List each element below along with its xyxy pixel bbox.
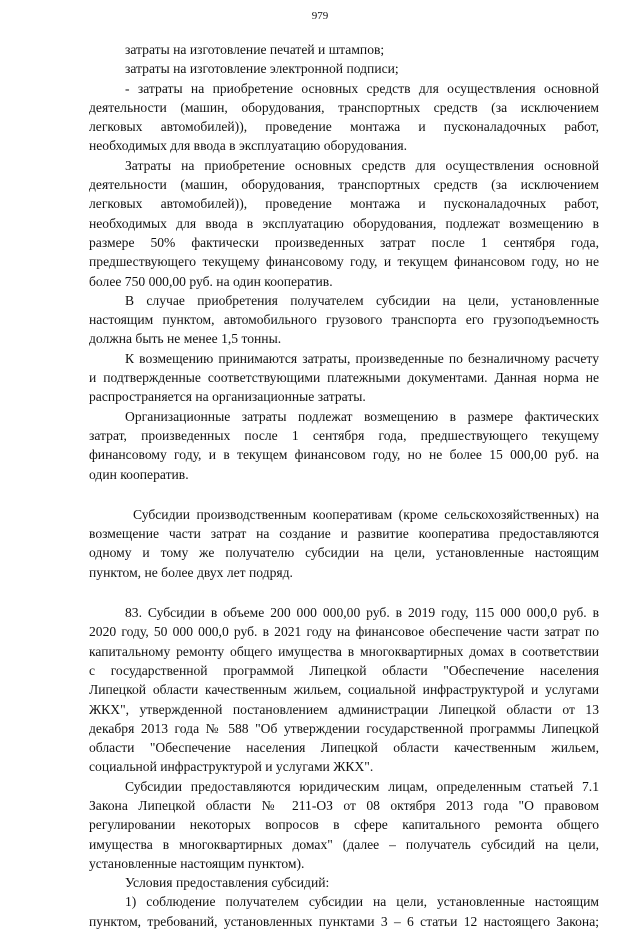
text-line: Субсидии производственным кооперативам (кроме сельскохозяйственных) на	[133, 506, 599, 522]
paragraph-p8	[89, 777, 599, 873]
text-line: области "Обеспечение населения Липецкой области качественным жильем,	[89, 740, 599, 756]
text-line: должна быть не менее 1,5 тонны.	[89, 331, 282, 347]
page-number: 979	[311, 10, 329, 22]
text-line: финансовому году, и в текущем финансовом году, но не более 15 000,00 руб. на	[89, 447, 599, 463]
document-body	[89, 40, 599, 931]
text-line: имущества в многоквартирных домах" (далее – получатель субсидий на цели,	[89, 836, 599, 852]
paragraph-gap	[89, 484, 599, 505]
text-line: пунктом, требований, установленных пунктами 3 – 6 статьи 12 настоящего Закона;	[89, 913, 599, 929]
text-line: 83. Субсидии в объеме 200 000 000,00 руб. в 2019 году, 115 000 000,0 руб. в	[125, 605, 599, 621]
text-line: необходимых для ввода в эксплуатацию оборудования, подлежат возмещению в	[89, 215, 599, 231]
text-line: Закона Липецкой области № 211-ОЗ от 08 октября 2013 года "О правовом	[89, 797, 599, 813]
paragraph-p7	[89, 603, 599, 777]
text-line: предшествующего текущему финансовому году, и текущем финансовом году, но не	[89, 254, 599, 270]
paragraph-p4	[89, 349, 599, 407]
paragraph-p6	[89, 505, 599, 582]
text-line: и подтвержденные соответствующими платежными документами. Данная норма не	[89, 370, 599, 386]
text-line: один кооператив.	[89, 466, 189, 482]
paragraph-p3	[89, 291, 599, 349]
text-line: легковых автомобилей)), проведение монтажа и пусконаладочных работ,	[89, 196, 599, 212]
paragraph-p1	[89, 40, 599, 156]
text-line: 1) соблюдение получателем субсидии на цели, установленные настоящим	[125, 894, 599, 910]
paragraph-p2	[89, 156, 599, 291]
paragraph-p9	[89, 873, 599, 892]
text-line: Субсидии предоставляются юридическим лицам, определенным статьей 7.1	[125, 778, 599, 794]
text-line: В случае приобретения получателем субсидии на цели, установленные	[125, 292, 599, 308]
text-line: капитальному ремонту общего имущества в многоквартирных домах в соответствии	[89, 643, 599, 659]
text-line: затрат, произведенных после 1 сентября года, предшествующего текущему	[89, 427, 599, 443]
text-line: социальной инфраструктурой и услугами ЖКХ".	[89, 759, 374, 775]
text-line: более 750 000,00 руб. на один кооператив.	[89, 273, 333, 289]
text-line: установленные настоящим пунктом).	[89, 855, 305, 871]
text-line: Организационные затраты подлежат возмещению в размере фактических	[125, 408, 599, 424]
text-line: декабря 2013 года № 588 "Об утверждении государственной программы Липецкой	[89, 720, 599, 736]
paragraph-p10	[89, 892, 599, 931]
text-line: Затраты на приобретение основных средств для осуществления основной	[125, 157, 599, 173]
paragraph-gap	[89, 582, 599, 603]
text-line: затраты на изготовление электронной подписи;	[125, 61, 399, 77]
text-line: Условия предоставления субсидий:	[125, 875, 330, 891]
text-line: одному и тому же получателю субсидии на цели, установленные настоящим	[89, 545, 599, 561]
text-line: 2020 году, 50 000 000,0 руб. в 2021 году на финансовое обеспечение части затрат по	[89, 624, 599, 640]
text-line: размере 50% фактически произведенных затрат после 1 сентября года,	[89, 234, 599, 250]
text-line: ЖКХ", утвержденной постановлением администрации Липецкой области от 13	[89, 701, 599, 717]
text-line: затраты на изготовление печатей и штампов;	[125, 42, 385, 57]
text-line: Липецкой области качественным жильем, социальной инфраструктурой и услугами	[89, 682, 599, 698]
text-line: легковых автомобилей)), проведение монтажа и пусконаладочных работ,	[89, 119, 599, 135]
text-line: деятельности (машин, оборудования, транспортных средств (за исключением	[89, 177, 599, 193]
text-line: регулировании некоторых вопросов в сфере капитального ремонта общего	[89, 817, 599, 833]
text-line: - затраты на приобретение основных средств для осуществления основной	[125, 80, 599, 96]
text-line: необходимых для ввода в эксплуатацию оборудования.	[89, 138, 407, 154]
text-line: деятельности (машин, оборудования, транспортных средств (за исключением	[89, 99, 599, 115]
text-line: с государственной программой Липецкой области "Обеспечение населения	[89, 662, 599, 678]
text-line: пунктом, не более двух лет подряд.	[89, 564, 293, 580]
text-line: возмещение части затрат на создание и развитие кооператива предоставляются	[89, 526, 599, 542]
text-line: К возмещению принимаются затраты, произведенные по безналичному расчету	[125, 350, 599, 366]
text-line: распространяется на организационные затраты.	[89, 389, 366, 405]
paragraph-p5	[89, 407, 599, 484]
text-line: настоящим пунктом, автомобильного грузового транспорта его грузоподъемность	[89, 312, 599, 328]
